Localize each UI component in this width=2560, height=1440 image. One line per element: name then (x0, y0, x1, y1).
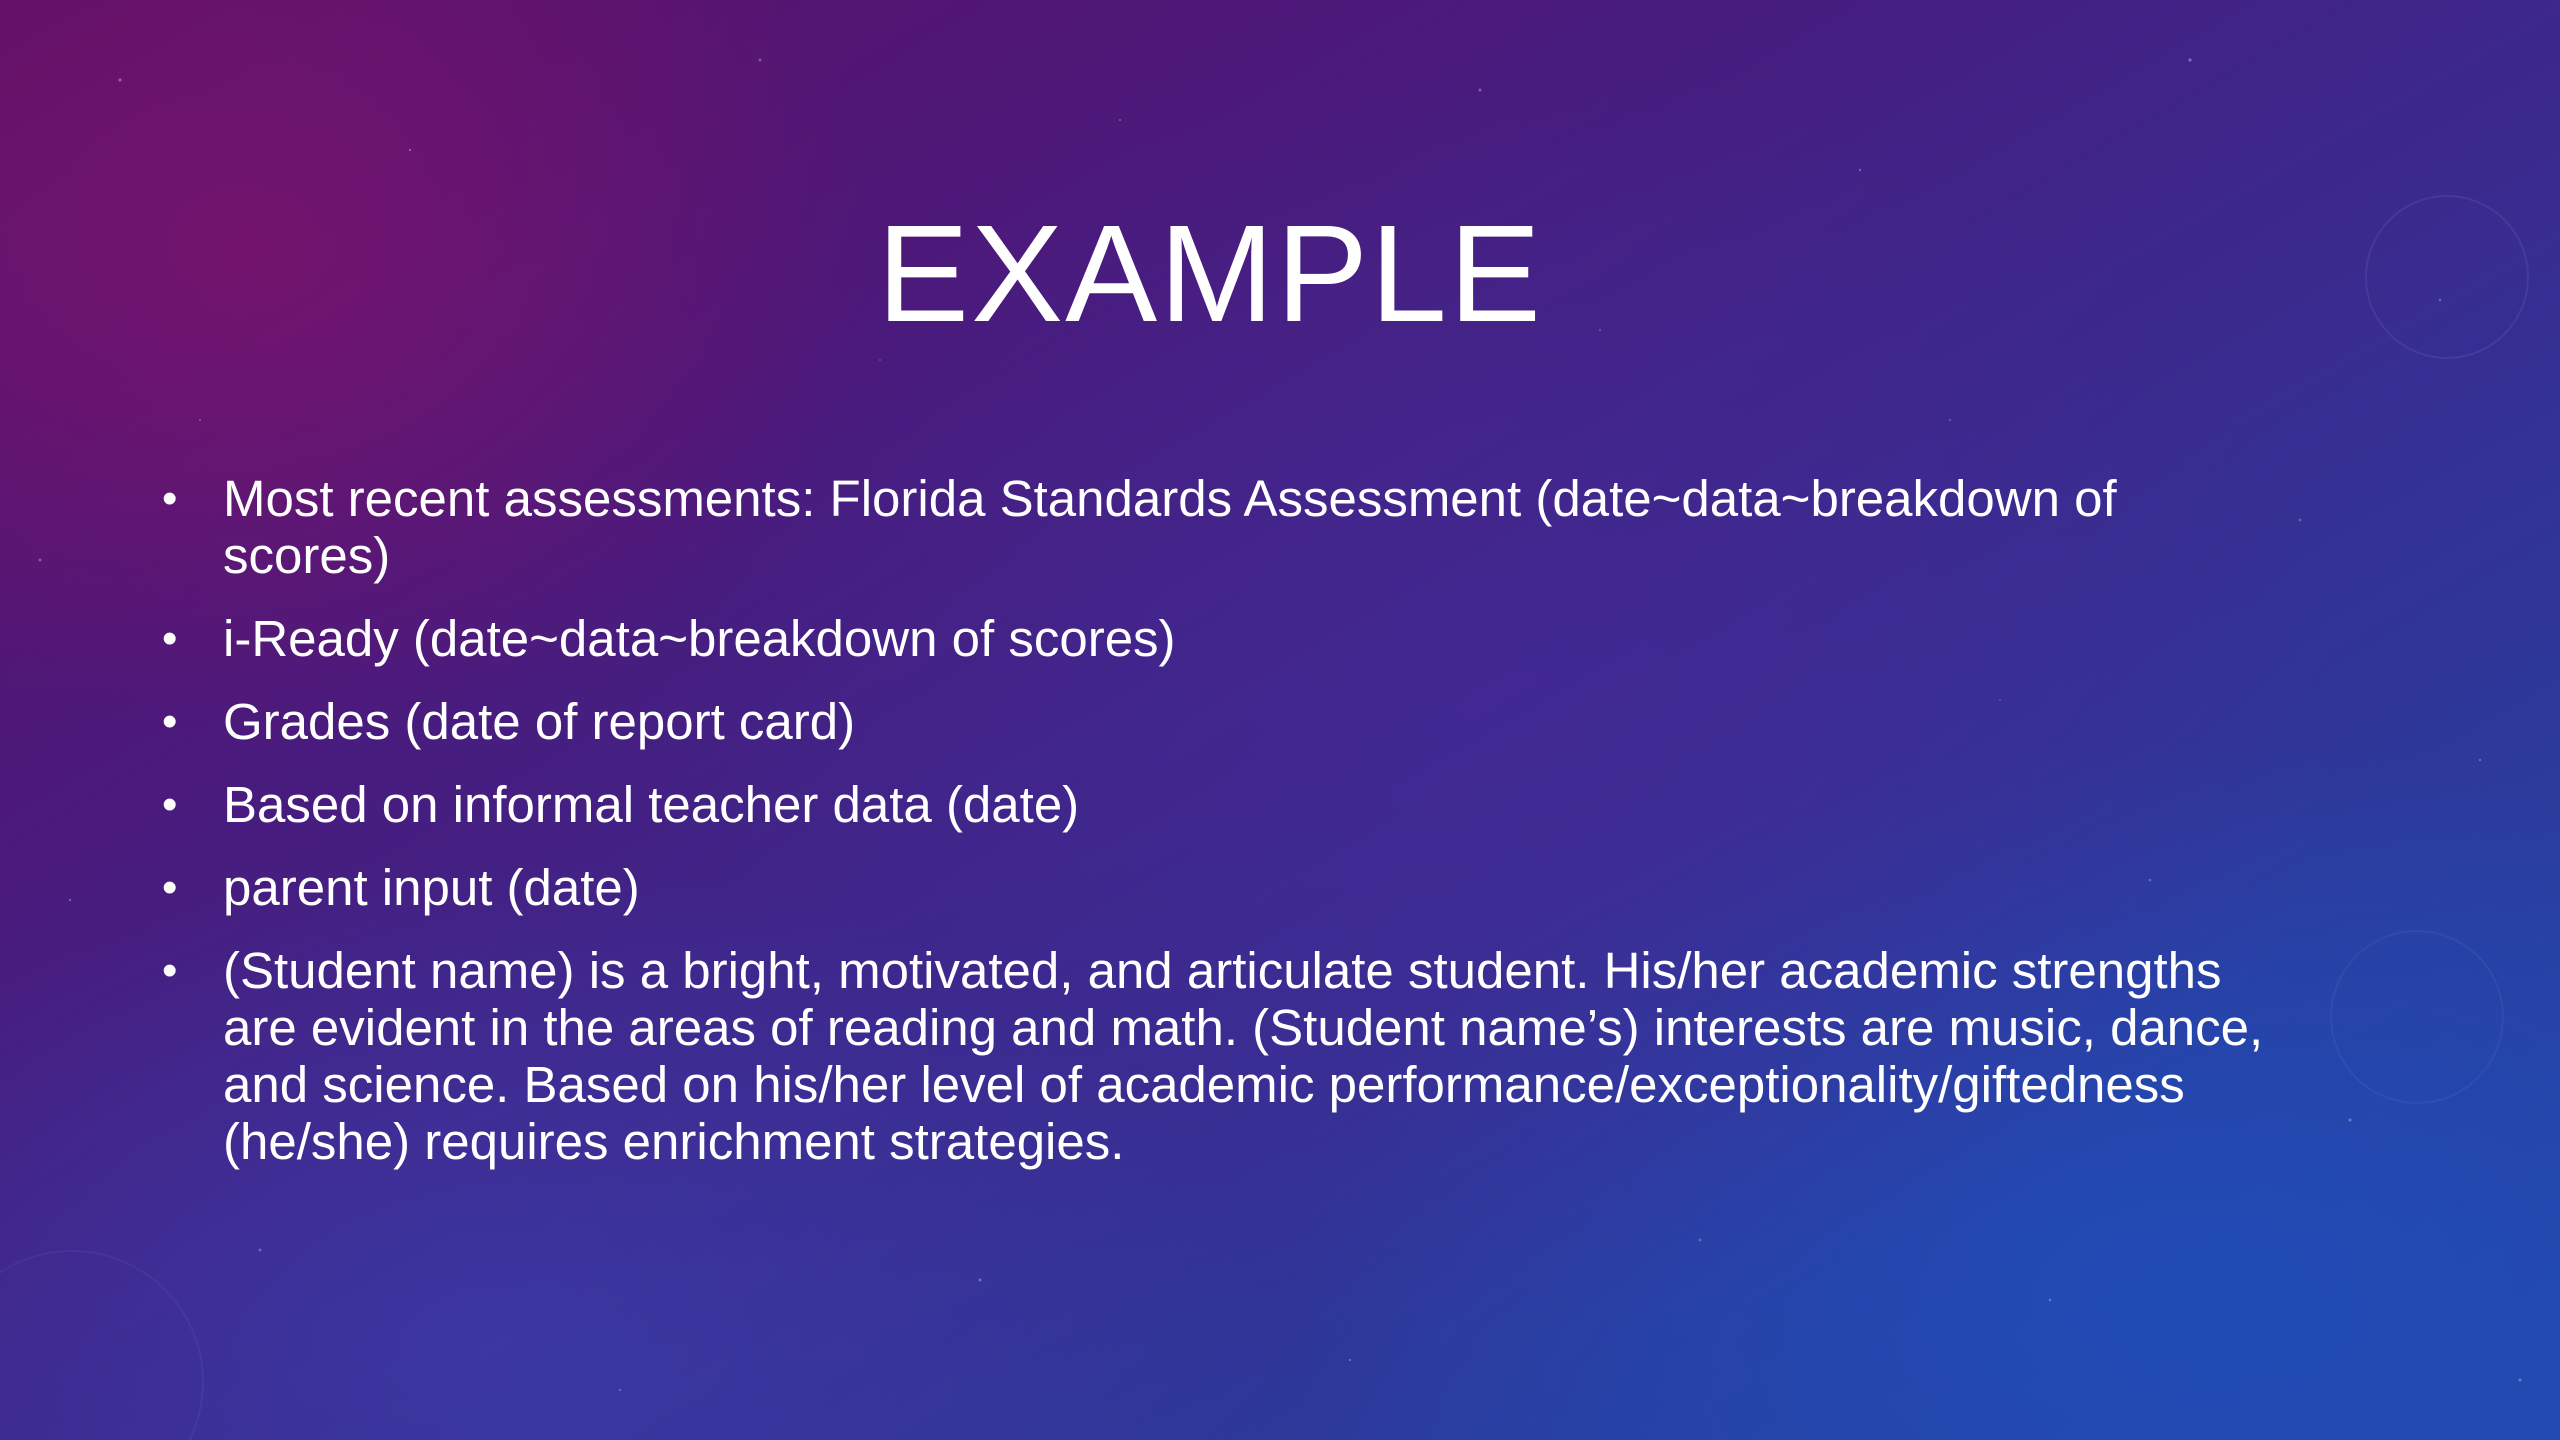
slide-title: EXAMPLE (877, 197, 1543, 351)
bullet-icon: • (162, 780, 178, 829)
bullet-icon: • (162, 614, 178, 663)
bullet-text: Grades (date of report card) (223, 693, 856, 750)
decorative-ring (2330, 930, 2504, 1104)
bullet-text: (Student name) is a bright, motivated, and articulate student. His/her academic strengths are evident in the areas of reading and math. (Student name’s) interests are music, dance, and science. Based on his/her level of academic performance/exceptionality/giftedness (he/she) requires enrichment strategies. (223, 942, 2264, 1170)
bullet-text: Most recent assessments: Florida Standards Assessment (date~data~breakdown of scores) (223, 470, 2117, 584)
bullet-item (160, 470, 2280, 584)
bullet-text: i-Ready (date~data~breakdown of scores) (223, 610, 1176, 667)
bullet-item (160, 610, 2280, 667)
bullet-text: Based on informal teacher data (date) (223, 776, 1080, 833)
bullet-list (160, 470, 2280, 1196)
bullet-text: parent input (date) (223, 859, 640, 916)
bullet-item (160, 942, 2280, 1170)
bullet-icon: • (162, 946, 178, 995)
bullet-icon: • (162, 474, 178, 523)
bullet-item (160, 776, 2280, 833)
bullet-icon: • (162, 863, 178, 912)
bullet-item (160, 693, 2280, 750)
bullet-icon: • (162, 697, 178, 746)
bullet-item (160, 859, 2280, 916)
decorative-ring (0, 1250, 204, 1440)
